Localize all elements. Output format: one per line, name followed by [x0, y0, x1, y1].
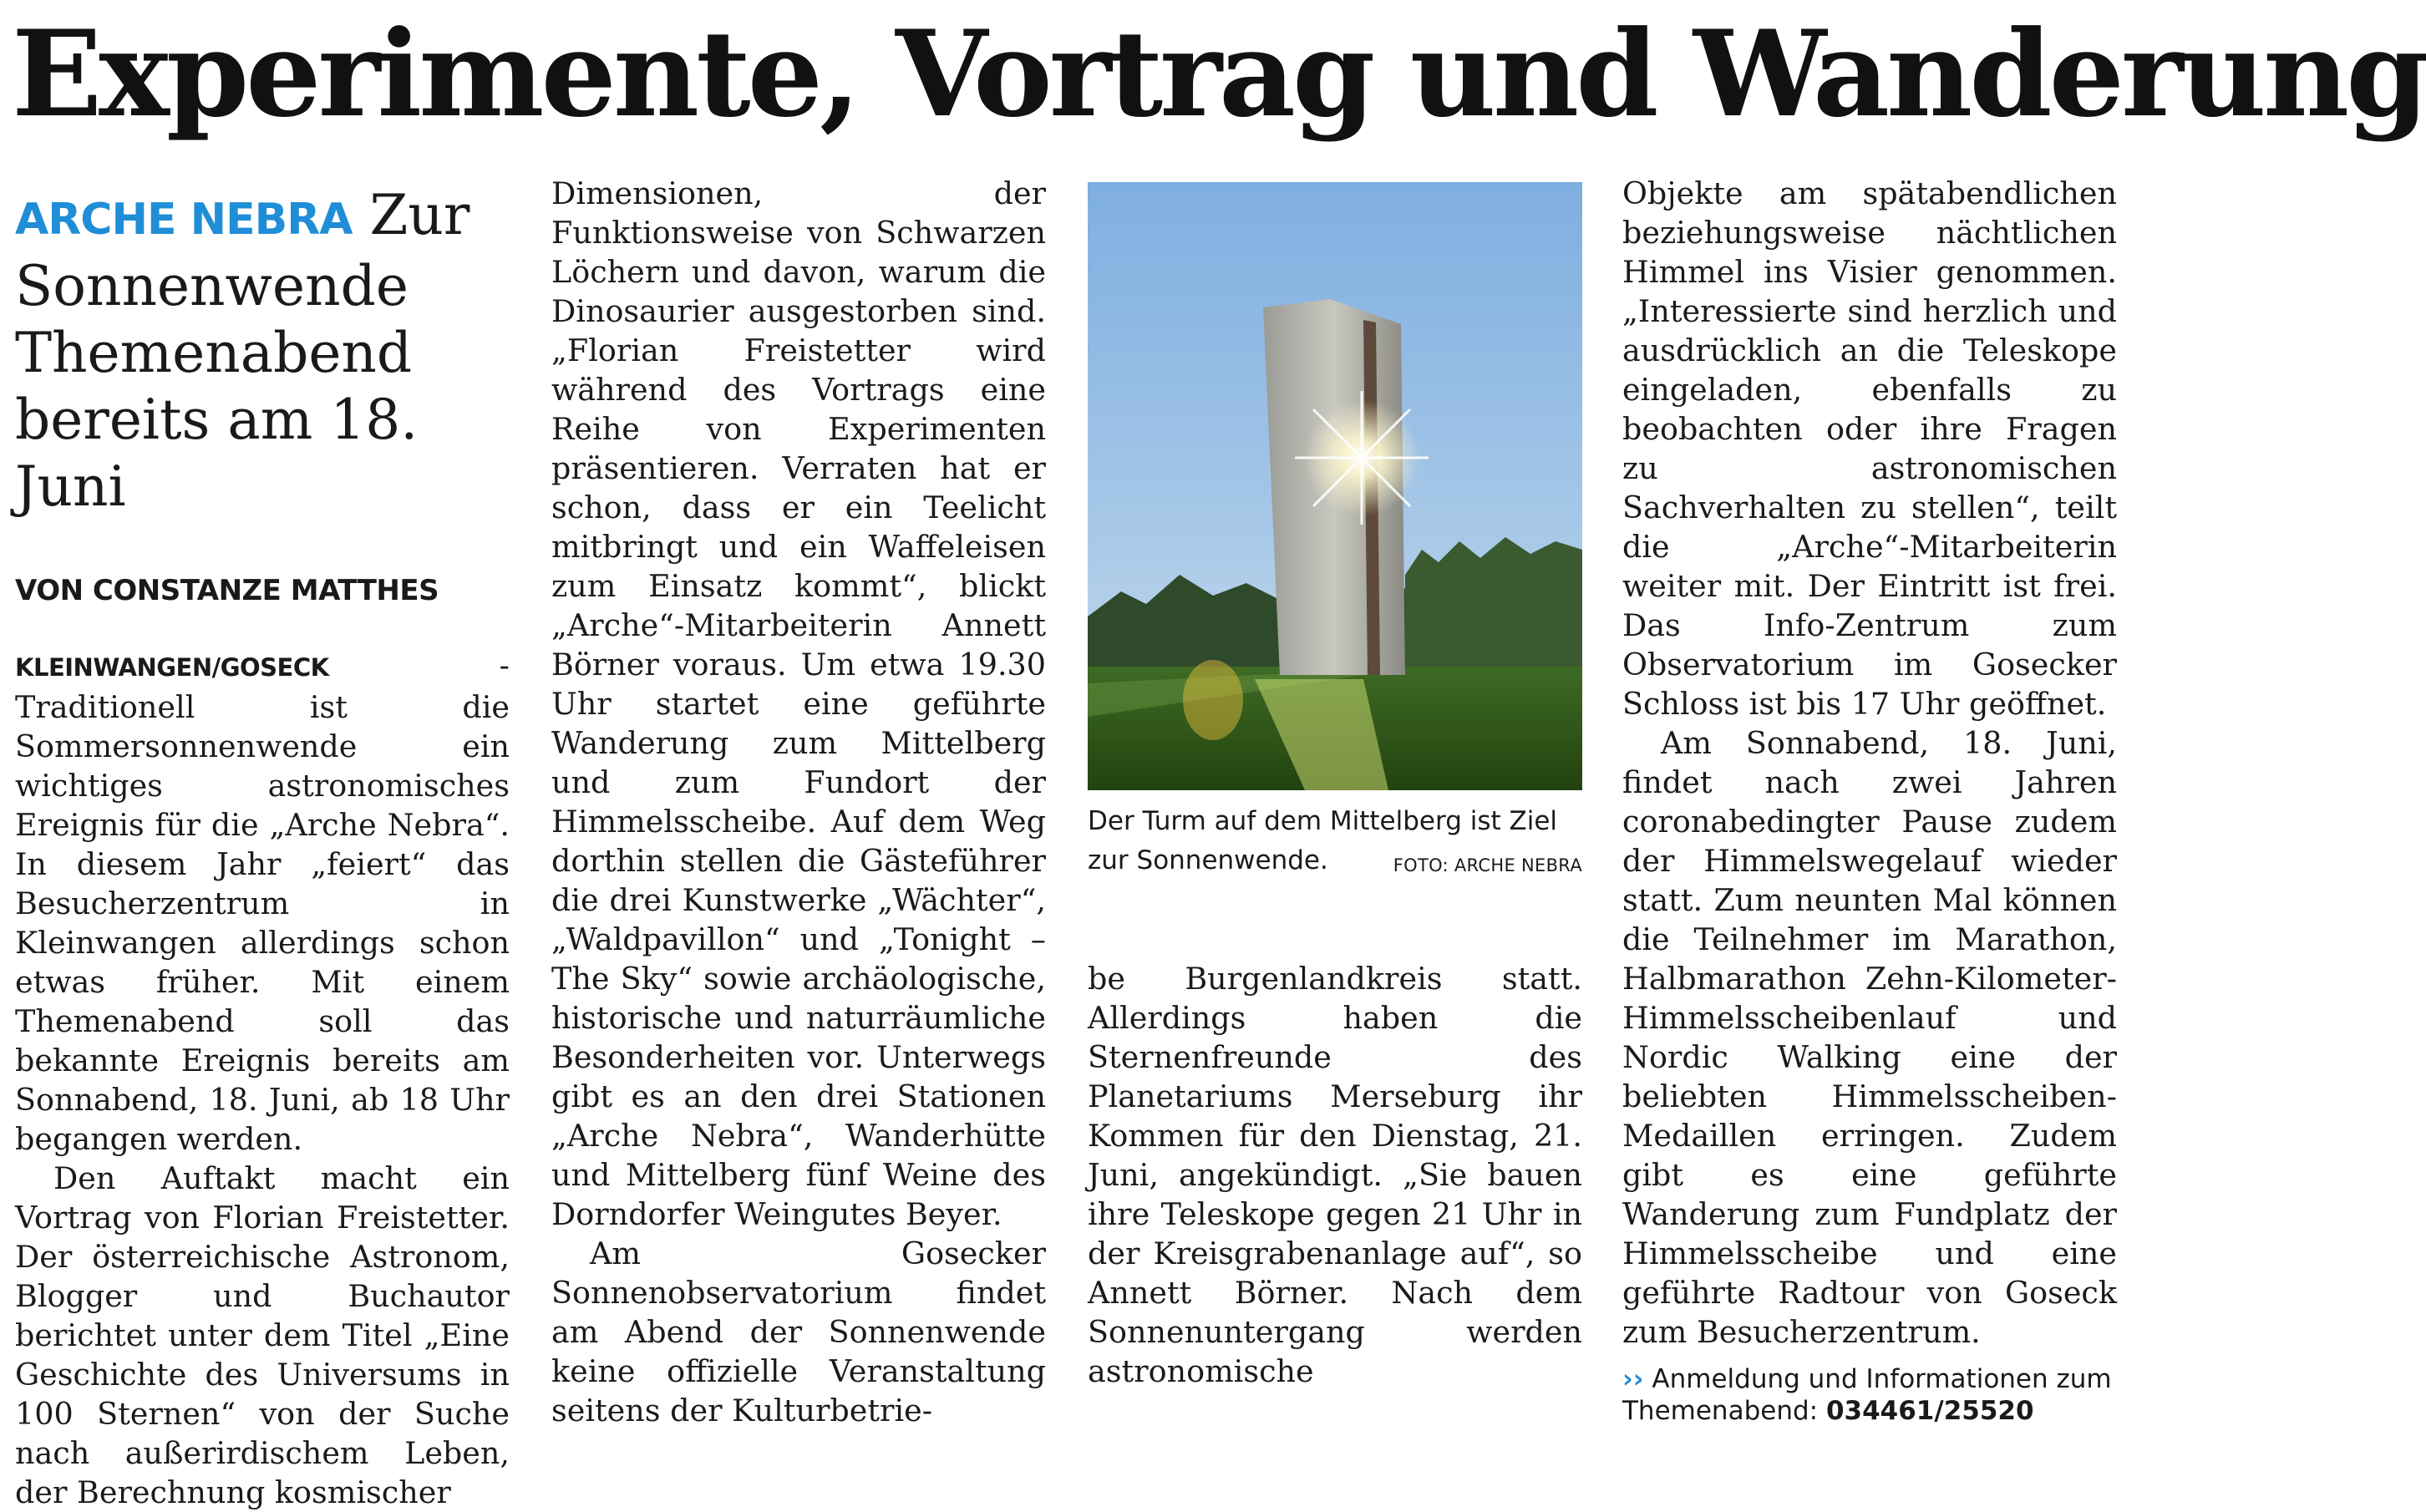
dateline: KLEINWANGEN/GOSECK: [15, 653, 329, 682]
paragraph: Am Sonnabend, 18. Juni, findet nach zwei Jahren coronabedingter Pause zudem der Himmelswegelauf wieder statt. Zum neunten Mal können die Teilnehmer im Marathon, Halbmarathon Zehn-Kilometer-Himmelsscheibenlauf und Nordic Walking eine der beliebten Himmelsscheiben-Medaillen erringen. Zudem gibt es eine geführte Wanderung zum Fundplatz der Himmelsscheibe und eine geführte Radtour von Goseck zum Besucherzentrum.: [1622, 725, 2117, 1350]
column-3: [1088, 959, 1582, 1391]
info-text: Anmeldung und Informationen zum Themenabend:: [1622, 1364, 2112, 1426]
subhead: Zur Sonnenwende Themenabend bereits am 18. Juni: [15, 183, 470, 519]
byline: VON CONSTANZE MATTHES: [15, 574, 439, 607]
kicker: ARCHE NEBRA: [15, 195, 353, 245]
paragraph: [15, 646, 510, 1159]
info-box: [1622, 1363, 2117, 1427]
tower-photo-icon: [1088, 182, 1582, 790]
paragraph: Objekte am spätabendlichen beziehungsweise nächtlichen Himmel ins Visier genommen. „Interessierte sind herzlich und ausdrücklich an die Teleskope eingeladen, ebenfalls zu beobachten oder ihre Fragen zu astronomischen Sachverhalten zu stellen“, teilt die „Arche“-Mitarbeiterin weiter mit. Der Eintritt ist frei. Das Info-Zentrum zum Observatorium im Gosecker Schloss ist bis 17 Uhr geöffnet.: [1622, 175, 2117, 722]
column-1: [15, 174, 510, 1512]
paragraph: be Burgenlandkreis statt. Allerdings haben die Sternenfreunde des Planetariums Merseburg ihr Kommen für den Dienstag, 21. Juni, angekündigt. „Sie bauen ihre Teleskope gegen 21 Uhr in der Kreisgrabenanlage auf“, so Annett Börner. Nach dem Sonnenuntergang werden astronomische: [1088, 961, 1582, 1389]
paragraph: Dimensionen, der Funktionsweise von Schwarzen Löchern und davon, warum die Dinosaurier ausgestorben sind. „Florian Freistetter wird während des Vortrags eine Reihe von Experimenten präsentieren. Verraten hat er schon, dass er ein Teelicht mitbringt und ein Waffeleisen zum Einsatz kommt“, blickt „Arche“-Mitarbeiterin Annett Börner voraus. Um etwa 19.30 Uhr startet eine geführte Wanderung zum Mittelberg und zum Fundort der Himmelsscheibe. Auf dem Weg dorthin stellen die Gästeführer die drei Kunstwerke „Wächter“, „Waldpavillon“ und „Tonight – The Sky“ sowie archäologische, historische und naturräumliche Besonderheiten vor. Unterwegs gibt es an den drei Stationen „Arche Nebra“, Wanderhütte und Mittelberg fünf Weine des Dorndorfer Weingutes Beyer.: [551, 175, 1046, 1232]
caption-text: Der Turm auf dem Mittelberg ist Ziel zur Sonnenwende.: [1088, 806, 1558, 875]
column-4: [1622, 174, 2117, 1427]
paragraph-text: - Traditionell ist die Sommersonnenwende ein wichtiges astronomisches Ereignis für die „Arche Nebra“. In diesem Jahr „feiert“ das Besucherzentrum in Kleinwangen allerdings schon etwas früher. Mit einem Themenabend soll das bekannte Ereignis bereits am Sonnabend, 18. Juni, ab 18 Uhr begangen werden.: [15, 647, 510, 1157]
photo-credit: FOTO: ARCHE NEBRA: [1393, 855, 1582, 875]
column-2: [551, 174, 1046, 1430]
photo-caption: [1088, 802, 1582, 885]
paragraph: Den Auftakt macht ein Vortrag von Florian Freistetter. Der österreichische Astronom, Blogger und Buchautor berichtet unter dem Titel „Eine Geschichte des Universums in 100 Sternen“ von der Suche nach außerirdischem Leben, der Berechnung kosmischer: [15, 1160, 510, 1510]
paragraph: Am Gosecker Sonnenobservatorium findet am Abend der Sonnenwende keine offizielle Veranstaltung seitens der Kulturbetrie-: [551, 1235, 1046, 1428]
arrow-icon: ››: [1622, 1364, 1644, 1394]
tower-photo: [1088, 182, 1582, 790]
headline: Experimente, Vortrag und Wanderung: [12, 5, 2426, 144]
phone-number: 034461/25520: [1825, 1396, 2034, 1426]
subhead-block: [15, 182, 510, 520]
